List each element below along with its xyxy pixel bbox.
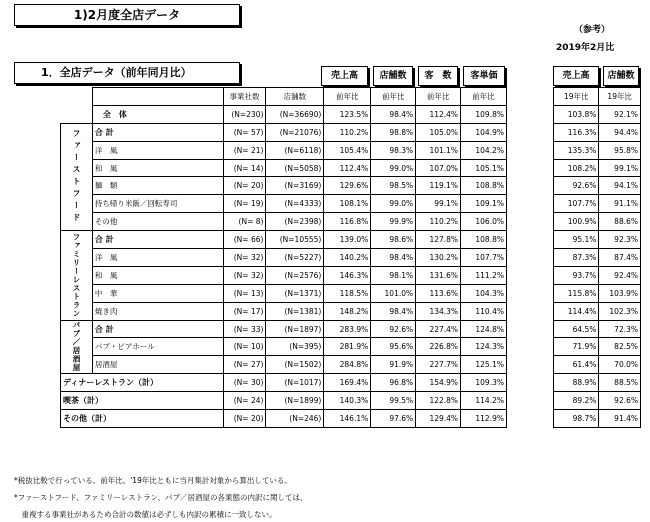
- ref-cell-sales: 114.4%: [554, 302, 599, 320]
- table-row: [554, 177, 641, 195]
- ref-cell-sales: 100.9%: [554, 213, 599, 231]
- ref-cell-stores: 94.1%: [599, 177, 641, 195]
- row-label: 和 風: [92, 159, 223, 177]
- cell-per-customer: 110.4%: [461, 302, 507, 320]
- cell-stores: (N=5058): [266, 159, 324, 177]
- col-header-sales-yoy: 前年比: [324, 88, 371, 106]
- ref-cell-stores: 87.4%: [599, 249, 641, 267]
- cell-customers: 122.8%: [416, 392, 461, 410]
- table-row: [61, 356, 507, 374]
- ref-cell-stores: 72.3%: [599, 320, 641, 338]
- footnote-2: *ファーストフード、ファミリーレストラン、パブ／居酒屋の各業態の内訳に関しては、: [14, 493, 308, 502]
- table-row: [61, 249, 507, 267]
- cell-sales: 110.2%: [324, 123, 371, 141]
- cell-customers: 134.3%: [416, 302, 461, 320]
- cell-store-count: 98.4%: [371, 105, 416, 123]
- table-row: [554, 266, 641, 284]
- reference-period: 2019年2月比: [556, 43, 615, 53]
- table-row: [554, 302, 641, 320]
- table-row: [554, 105, 641, 123]
- cell-companies: (N= 30): [223, 374, 266, 392]
- cell-companies: (N= 32): [223, 266, 266, 284]
- cell-customers: 127.8%: [416, 231, 461, 249]
- cell-stores: (N=10555): [266, 231, 324, 249]
- header-per-customer: 客単価: [463, 66, 505, 86]
- table-row: [554, 159, 641, 177]
- cell-sales: 139.0%: [324, 231, 371, 249]
- table-row: [554, 141, 641, 159]
- cell-stores: (N=1381): [266, 302, 324, 320]
- table-row: [61, 141, 507, 159]
- cell-sales: 284.8%: [324, 356, 371, 374]
- cell-per-customer: 104.2%: [461, 141, 507, 159]
- table-row: [554, 195, 641, 213]
- ref-cell-stores: 103.9%: [599, 284, 641, 302]
- cell-sales: 281.9%: [324, 338, 371, 356]
- ref-header-sales: 売上高: [553, 66, 599, 86]
- ref-cell-stores: 88.6%: [599, 213, 641, 231]
- cell-stores: (N=246): [266, 410, 324, 428]
- row-label: 持ち帰り米飯／回転寿司: [92, 195, 223, 213]
- cell-store-count: 101.0%: [371, 284, 416, 302]
- table-row: [554, 213, 641, 231]
- table-row: [61, 302, 507, 320]
- ref-cell-sales: 88.9%: [554, 374, 599, 392]
- cell-sales: 140.3%: [324, 392, 371, 410]
- cell-customers: 105.0%: [416, 123, 461, 141]
- table-row: [554, 374, 641, 392]
- ref-cell-sales: 107.7%: [554, 195, 599, 213]
- table-row: [554, 231, 641, 249]
- table-row: [61, 320, 507, 338]
- table-header-row: [554, 88, 641, 106]
- table-row: [61, 392, 507, 410]
- group-family: ファミリーレストラン: [61, 231, 93, 320]
- ref-col-header-sales: 19年比: [554, 88, 599, 106]
- row-label: 麺 類: [92, 177, 223, 195]
- table-row: [554, 338, 641, 356]
- footnote-3: 重複する事業社があるため合計の数値は必ずしも内訳の累積に一致しない。: [14, 510, 277, 519]
- cell-stores: (N=21076): [266, 123, 324, 141]
- cell-store-count: 98.1%: [371, 266, 416, 284]
- ref-cell-sales: 92.6%: [554, 177, 599, 195]
- ref-cell-sales: 103.8%: [554, 105, 599, 123]
- cell-per-customer: 106.0%: [461, 213, 507, 231]
- cell-per-customer: 111.2%: [461, 266, 507, 284]
- cell-companies: (N= 33): [223, 320, 266, 338]
- section-title: 1．全店データ（前年同月比）: [14, 62, 240, 84]
- col-header-stores: 店舗数: [266, 88, 324, 106]
- cell-sales: 129.6%: [324, 177, 371, 195]
- ref-cell-sales: 98.7%: [554, 410, 599, 428]
- cell-store-count: 98.3%: [371, 141, 416, 159]
- table-row: [554, 284, 641, 302]
- ref-cell-stores: 99.1%: [599, 159, 641, 177]
- table-row: [61, 231, 507, 249]
- cell-customers: 112.4%: [416, 105, 461, 123]
- cell-companies: (N= 32): [223, 249, 266, 267]
- cell-customers: 110.2%: [416, 213, 461, 231]
- cell-stores: (N=1017): [266, 374, 324, 392]
- table-row: [61, 338, 507, 356]
- table-row: [554, 392, 641, 410]
- cell-customers: 227.4%: [416, 320, 461, 338]
- cell-per-customer: 112.9%: [461, 410, 507, 428]
- cell-store-count: 92.6%: [371, 320, 416, 338]
- footnote-1: *税抜比較で行っている。前年比、'19年比ともに当月集計対象から算出している。: [14, 476, 292, 485]
- cell-store-count: 98.4%: [371, 302, 416, 320]
- cell-companies: (N= 13): [223, 284, 266, 302]
- table-row: [61, 410, 507, 428]
- cell-per-customer: 124.8%: [461, 320, 507, 338]
- row-label: 全 体: [92, 105, 223, 123]
- cell-per-customer: 107.7%: [461, 249, 507, 267]
- cell-per-customer: 124.3%: [461, 338, 507, 356]
- cell-stores: (N=36690): [266, 105, 324, 123]
- cell-per-customer: 108.8%: [461, 177, 507, 195]
- reference-label: [574, 22, 610, 35]
- cell-customers: 107.0%: [416, 159, 461, 177]
- row-label: 喫茶（計）: [61, 392, 224, 410]
- row-label: 焼き肉: [92, 302, 223, 320]
- cell-customers: 99.1%: [416, 195, 461, 213]
- cell-stores: (N=3169): [266, 177, 324, 195]
- ref-cell-sales: 93.7%: [554, 266, 599, 284]
- cell-customers: 129.4%: [416, 410, 461, 428]
- ref-cell-stores: 92.1%: [599, 105, 641, 123]
- cell-store-count: 97.6%: [371, 410, 416, 428]
- table-row: [61, 123, 507, 141]
- cell-sales: 112.4%: [324, 159, 371, 177]
- cell-companies: (N= 57): [223, 123, 266, 141]
- header-customers: 客 数: [418, 66, 458, 86]
- main-table: [60, 87, 507, 428]
- ref-header-stores: 店舗数: [603, 66, 639, 86]
- cell-stores: (N=2576): [266, 266, 324, 284]
- cell-stores: (N=4333): [266, 195, 324, 213]
- cell-sales: 146.3%: [324, 266, 371, 284]
- cell-per-customer: 109.3%: [461, 374, 507, 392]
- cell-sales: 116.8%: [324, 213, 371, 231]
- cell-store-count: 98.6%: [371, 231, 416, 249]
- cell-per-customer: 104.3%: [461, 284, 507, 302]
- ref-cell-stores: 82.5%: [599, 338, 641, 356]
- cell-store-count: 98.4%: [371, 249, 416, 267]
- cell-store-count: 91.9%: [371, 356, 416, 374]
- cell-customers: 226.8%: [416, 338, 461, 356]
- col-header-companies: 事業社数: [223, 88, 266, 106]
- reference-label-text: （参考）: [574, 25, 611, 35]
- ref-cell-stores: 92.4%: [599, 266, 641, 284]
- ref-cell-stores: 91.4%: [599, 410, 641, 428]
- cell-companies: (N=230): [223, 105, 266, 123]
- ref-cell-sales: 61.4%: [554, 356, 599, 374]
- cell-sales: 118.5%: [324, 284, 371, 302]
- ref-cell-sales: 89.2%: [554, 392, 599, 410]
- table-row: [61, 284, 507, 302]
- table-row: [554, 410, 641, 428]
- col-header-customers-yoy: 前年比: [416, 88, 461, 106]
- cell-stores: (N=1899): [266, 392, 324, 410]
- ref-cell-sales: 108.2%: [554, 159, 599, 177]
- row-label: 居酒屋: [92, 356, 223, 374]
- ref-cell-stores: 88.5%: [599, 374, 641, 392]
- ref-cell-stores: 95.8%: [599, 141, 641, 159]
- cell-customers: 131.6%: [416, 266, 461, 284]
- table-row: [61, 177, 507, 195]
- ref-cell-sales: 116.3%: [554, 123, 599, 141]
- cell-companies: (N= 8): [223, 213, 266, 231]
- cell-customers: 101.1%: [416, 141, 461, 159]
- table-row: [61, 374, 507, 392]
- cell-per-customer: 108.8%: [461, 231, 507, 249]
- cell-store-count: 95.6%: [371, 338, 416, 356]
- cell-store-count: 99.9%: [371, 213, 416, 231]
- table-row: [554, 123, 641, 141]
- ref-cell-stores: 94.4%: [599, 123, 641, 141]
- cell-stores: (N=2398): [266, 213, 324, 231]
- row-label: 洋 風: [92, 249, 223, 267]
- row-label: その他（計）: [61, 410, 224, 428]
- row-label: パブ・ビアホール: [92, 338, 223, 356]
- row-label: 和 風: [92, 266, 223, 284]
- cell-customers: 113.6%: [416, 284, 461, 302]
- header-stores: 店舗数: [373, 66, 413, 86]
- ref-cell-sales: 95.1%: [554, 231, 599, 249]
- cell-companies: (N= 19): [223, 195, 266, 213]
- cell-store-count: 98.8%: [371, 123, 416, 141]
- row-label: 合 計: [92, 320, 223, 338]
- table-row: [61, 159, 507, 177]
- ref-cell-sales: 135.3%: [554, 141, 599, 159]
- table-row: [554, 249, 641, 267]
- cell-companies: (N= 14): [223, 159, 266, 177]
- cell-per-customer: 125.1%: [461, 356, 507, 374]
- ref-cell-sales: 71.9%: [554, 338, 599, 356]
- cell-stores: (N=1897): [266, 320, 324, 338]
- table-header-row: [61, 88, 507, 106]
- table-row: [554, 320, 641, 338]
- table-row: [61, 195, 507, 213]
- cell-store-count: 98.5%: [371, 177, 416, 195]
- row-label: ディナーレストラン（計）: [61, 374, 224, 392]
- reference-table: [553, 87, 641, 428]
- page-title: 1)2月度全店データ: [14, 4, 240, 26]
- col-header-stores-yoy: 前年比: [371, 88, 416, 106]
- ref-cell-stores: 102.3%: [599, 302, 641, 320]
- ref-cell-stores: 91.1%: [599, 195, 641, 213]
- cell-sales: 283.9%: [324, 320, 371, 338]
- ref-cell-stores: 92.6%: [599, 392, 641, 410]
- header-sales: 売上高: [321, 66, 368, 86]
- table-row: [61, 105, 507, 123]
- cell-customers: 119.1%: [416, 177, 461, 195]
- col-header-per-customer-yoy: 前年比: [461, 88, 507, 106]
- row-label: その他: [92, 213, 223, 231]
- cell-store-count: 99.0%: [371, 195, 416, 213]
- cell-store-count: 96.8%: [371, 374, 416, 392]
- ref-cell-stores: 70.0%: [599, 356, 641, 374]
- cell-companies: (N= 10): [223, 338, 266, 356]
- cell-stores: (N=5227): [266, 249, 324, 267]
- cell-sales: 169.4%: [324, 374, 371, 392]
- cell-customers: 154.9%: [416, 374, 461, 392]
- cell-customers: 130.2%: [416, 249, 461, 267]
- cell-stores: (N=1371): [266, 284, 324, 302]
- row-label: 洋 風: [92, 141, 223, 159]
- row-label: 合 計: [92, 231, 223, 249]
- ref-cell-sales: 64.5%: [554, 320, 599, 338]
- cell-companies: (N= 27): [223, 356, 266, 374]
- cell-per-customer: 114.2%: [461, 392, 507, 410]
- group-fastfood: ファーストフード: [61, 123, 93, 230]
- cell-sales: 105.4%: [324, 141, 371, 159]
- table-row: [61, 213, 507, 231]
- cell-companies: (N= 66): [223, 231, 266, 249]
- cell-stores: (N=395): [266, 338, 324, 356]
- cell-per-customer: 104.9%: [461, 123, 507, 141]
- table-row: [61, 266, 507, 284]
- cell-sales: 108.1%: [324, 195, 371, 213]
- cell-per-customer: 109.8%: [461, 105, 507, 123]
- cell-sales: 140.2%: [324, 249, 371, 267]
- row-label: 中 華: [92, 284, 223, 302]
- cell-stores: (N=6118): [266, 141, 324, 159]
- cell-store-count: 99.0%: [371, 159, 416, 177]
- row-label: 合 計: [92, 123, 223, 141]
- cell-sales: 123.5%: [324, 105, 371, 123]
- cell-store-count: 99.5%: [371, 392, 416, 410]
- cell-stores: (N=1502): [266, 356, 324, 374]
- ref-cell-stores: 92.3%: [599, 231, 641, 249]
- cell-sales: 146.1%: [324, 410, 371, 428]
- table-row: [554, 356, 641, 374]
- cell-companies: (N= 21): [223, 141, 266, 159]
- cell-companies: (N= 20): [223, 410, 266, 428]
- cell-customers: 227.7%: [416, 356, 461, 374]
- cell-companies: (N= 24): [223, 392, 266, 410]
- ref-cell-sales: 87.3%: [554, 249, 599, 267]
- cell-companies: (N= 20): [223, 177, 266, 195]
- ref-col-header-stores: 19年比: [599, 88, 641, 106]
- group-pub: パブ／居酒屋: [61, 320, 93, 374]
- cell-sales: 148.2%: [324, 302, 371, 320]
- cell-companies: (N= 17): [223, 302, 266, 320]
- cell-per-customer: 109.1%: [461, 195, 507, 213]
- cell-per-customer: 105.1%: [461, 159, 507, 177]
- ref-cell-sales: 115.8%: [554, 284, 599, 302]
